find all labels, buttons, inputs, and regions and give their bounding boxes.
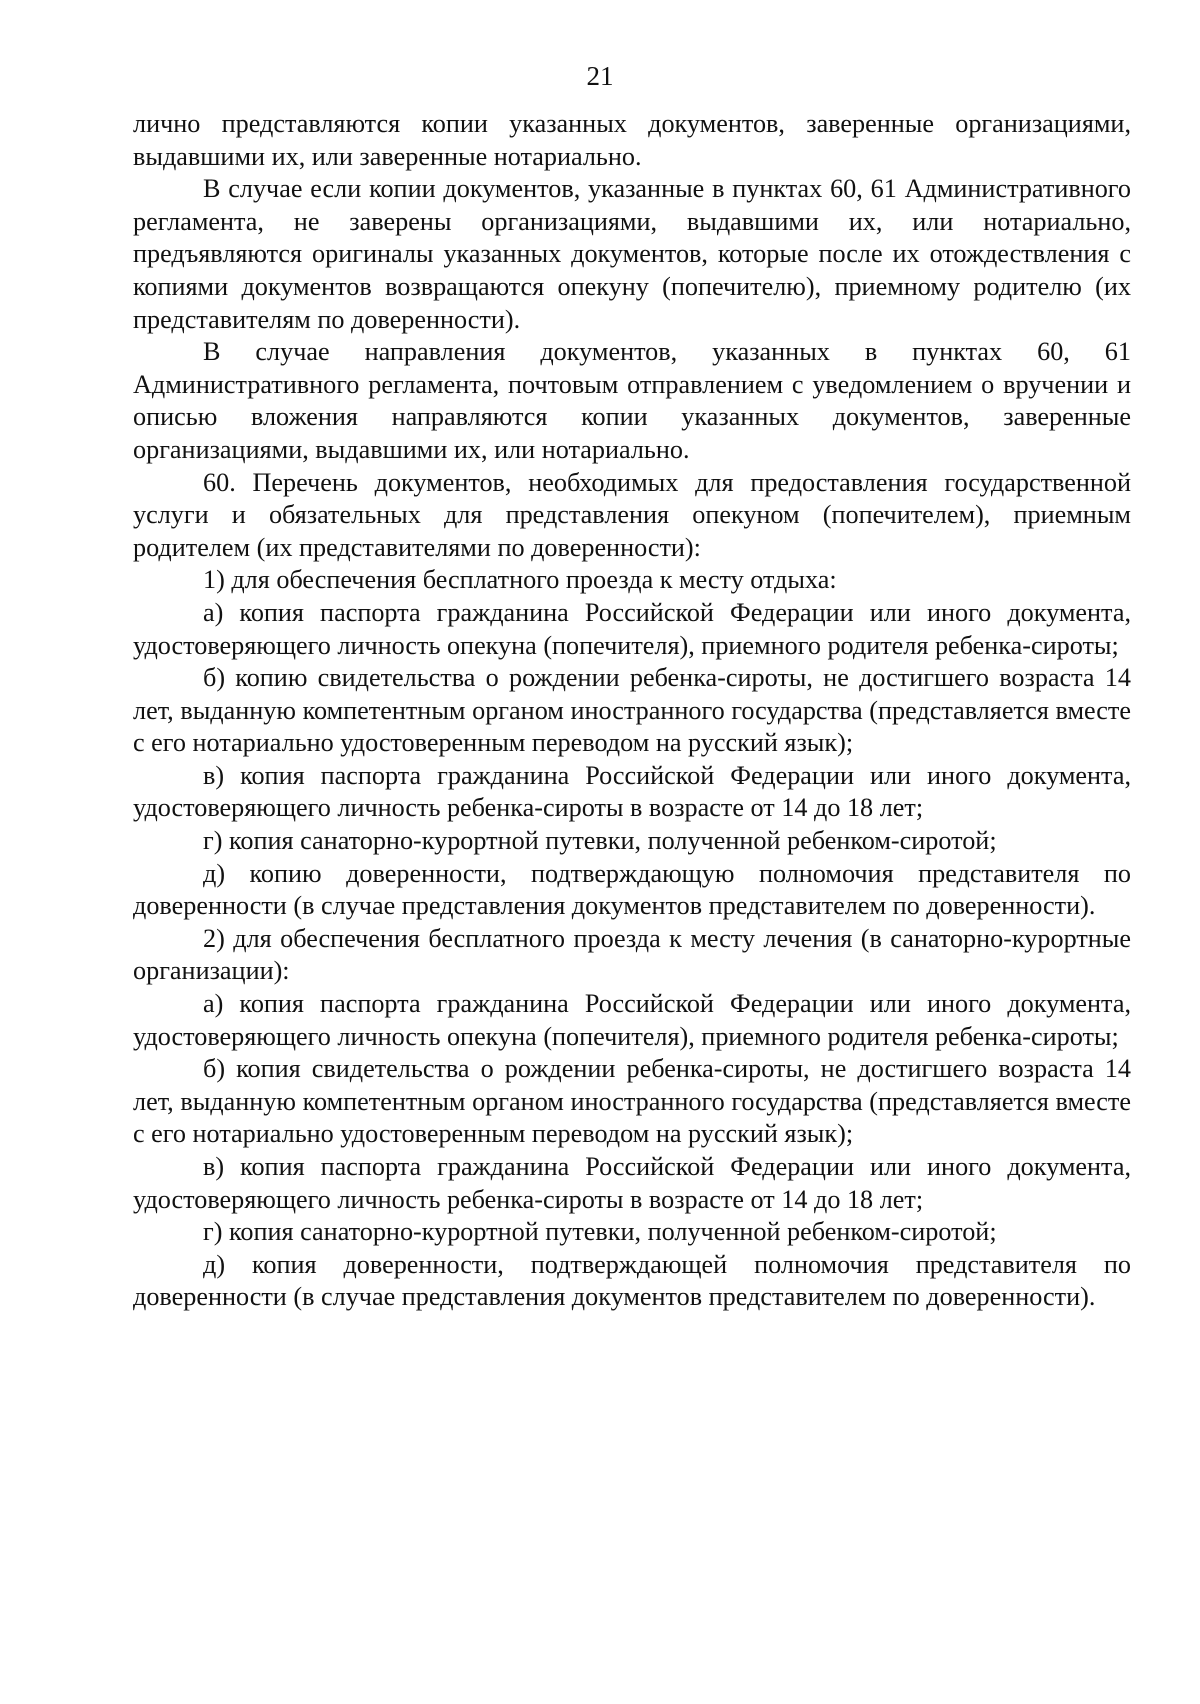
paragraph-subitem-2: 2) для обеспечения бесплатного проезда к месту лечения (в санаторно-курортные организации): (133, 923, 1131, 986)
list-item-1d: д) копию доверенности, подтверждающую полномочия представителя по доверенности (в случае представления документов представителем по доверенности). (133, 858, 1131, 921)
paragraph-item-60: 60. Перечень документов, необходимых для предоставления государственной услуги и обязательных для представления опекуном (попечителем), приемным родителем (их представителями по доверенности): (133, 467, 1131, 562)
list-item-2g: г) копия санаторно-курортной путевки, полученной ребенком-сиротой; (203, 1217, 997, 1247)
paragraph-unverified-copies: В случае если копии документов, указанные в пунктах 60, 61 Административного регламента, не заверены организациями, выдавшими их, или нотариально, предъявляются оригиналы указанных документов, которые после их отождествления с копиями документов возвращаются опекуну (попечителю), приемному родителю (их представителям по доверенности). (133, 174, 1131, 334)
list-item-2v: в) копия паспорта гражданина Российской Федерации или иного документа, удостоверяющего личность ребенка-сироты в возрасте от 14 до 18 лет; (133, 1152, 1131, 1214)
page-number: 21 (586, 61, 614, 91)
paragraph-continuation: лично представляются копии указанных документов, заверенные организациями, выдавшими их, или заверенные нотариально. (133, 109, 1131, 171)
list-item-2b: б) копия свидетельства о рождении ребенка-сироты, не достигшего возраста 14 лет, выданную компетентным органом иностранного государства (представляется вместе с его нотариально удостоверенным переводом на русский язык); (133, 1054, 1131, 1149)
list-item-1g: г) копия санаторно-курортной путевки, полученной ребенком-сиротой; (203, 826, 997, 856)
list-item-2a: а) копия паспорта гражданина Российской Федерации или иного документа, удостоверяющего личность опекуна (попечителя), приемного родителя ребенка-сироты; (133, 989, 1131, 1051)
list-item-1a: а) копия паспорта гражданина Российской Федерации или иного документа, удостоверяющего личность опекуна (попечителя), приемного родителя ребенка-сироты; (133, 597, 1131, 660)
list-item-1b: б) копию свидетельства о рождении ребенка-сироты, не достигшего возраста 14 лет, выданную компетентным органом иностранного государства (представляется вместе с его нотариально удостоверенным переводом на русский язык); (133, 663, 1131, 758)
list-item-1v: в) копия паспорта гражданина Российской Федерации или иного документа, удостоверяющего личность ребенка-сироты в возрасте от 14 до 18 лет; (133, 760, 1131, 823)
list-item-2d: д) копия доверенности, подтверждающей полномочия представителя по доверенности (в случае представления документов представителем по доверенности). (133, 1249, 1131, 1312)
paragraph-postal-submission: В случае направления документов, указанных в пунктах 60, 61 Административного регламента, почтовым отправлением с уведомлением о вручении и описью вложения направляются копии указанных документов, заверенные организациями, выдавшими их, или нотариально. (133, 337, 1131, 464)
document-body (133, 108, 1131, 1314)
paragraph-subitem-1: 1) для обеспечения бесплатного проезда к месту отдыха: (203, 565, 837, 595)
